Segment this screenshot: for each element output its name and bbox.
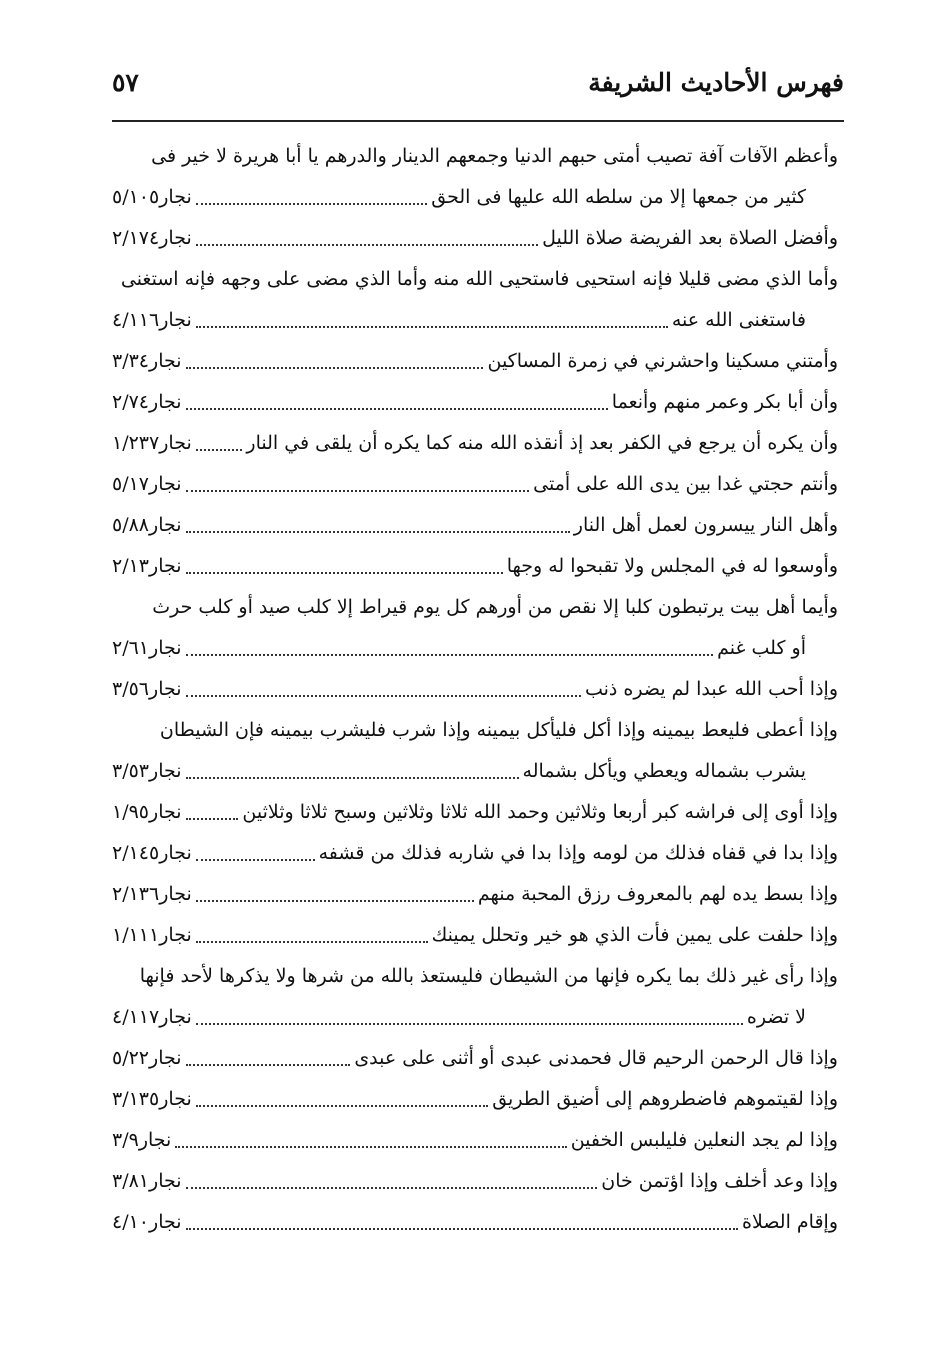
entry-text-line: وأما الذي مضى قليلا فإنه استحيى فاستحيى الله منه وأما الذي مضى على وجهه فإنه استغنى (120, 268, 838, 290)
dot-leader (196, 243, 538, 246)
entry-reference: نجار٤/١١٦ (112, 309, 192, 331)
dot-leader (186, 1186, 598, 1189)
entry-text: وأن أبا بكر وعمر منهم وأنعما (611, 391, 838, 413)
index-entry (112, 1202, 838, 1243)
entry-text: يشرب بشماله ويعطي ويأكل بشماله (522, 760, 806, 782)
entry-text: وإذا بدا في قفاه فذلك من لومه وإذا بدا في شاربه فذلك من قشفه (318, 842, 838, 864)
entry-final-line (112, 505, 838, 546)
entry-final-line (112, 341, 838, 382)
dot-leader (196, 1104, 488, 1107)
entry-text: وإذا أوى إلى فراشه كبر أربعا وثلاثين وحمد الله ثلاثا وثلاثين وسبح ثلاثا وثلاثين (242, 801, 838, 823)
entry-reference: نجار٣/٩ (112, 1129, 172, 1151)
entry-text: كثير من جمعها إلا من سلطه الله عليها فى الحق (431, 186, 806, 208)
entry-reference: نجار١/٩٥ (112, 801, 182, 823)
entry-reference: نجار٣/٨١ (112, 1170, 182, 1192)
entry-reference: نجار٢/٧٤ (112, 391, 182, 413)
index-entry (112, 546, 838, 587)
entry-final-line (112, 874, 838, 915)
entry-text: وأهل النار ييسرون لعمل أهل النار (573, 514, 838, 536)
index-entry (112, 587, 838, 669)
dot-leader (186, 530, 570, 533)
dot-leader (196, 899, 474, 902)
dot-leader (186, 694, 581, 697)
index-entry (112, 341, 838, 382)
index-entry (112, 1161, 838, 1202)
header-rule (112, 120, 844, 122)
entry-text: وإذا أحب الله عبدا لم يضره ذنب (584, 678, 838, 700)
dot-leader (186, 776, 519, 779)
entry-text: وإذا وعد أخلف وإذا اؤتمن خان (601, 1170, 838, 1192)
entry-text: أو كلب غنم (717, 637, 806, 659)
entry-text-line: وإذا أعطى فليعط بيمينه وإذا أكل فليأكل بيمينه وإذا شرب فليشرب بيمينه فإن الشيطان (159, 719, 838, 741)
entry-final-line (112, 177, 838, 218)
entry-text-line: وإذا رأى غير ذلك بما يكره فإنها من الشيطان فليستعذ بالله من شرها ولا يذكرها لأحد فإنها (139, 965, 838, 987)
running-title: فهرس الأحاديث الشريفة (588, 68, 844, 97)
entry-text-line: وأعظم الآفات آفة تصيب أمتى حبهم الدنيا وجمعهم الدينار والدرهم يا أبا هريرة لا خير فى (151, 145, 838, 167)
dot-leader (196, 202, 428, 205)
dot-leader (196, 940, 428, 943)
entry-text-line: وأيما أهل بيت يرتبطون كلبا إلا نقص من أورهم كل يوم قيراط إلا كلب صيد أو كلب حرث (152, 596, 838, 618)
entry-text: وأوسعوا له في المجلس ولا تقبحوا له وجها (506, 555, 838, 577)
entry-final-line (112, 464, 838, 505)
index-entry (112, 136, 838, 218)
dot-leader (186, 1227, 738, 1230)
entry-final-line (112, 382, 838, 423)
entry-reference: نجار٥/١٠٥ (112, 186, 192, 208)
entry-final-line (112, 915, 838, 956)
index-entry (112, 464, 838, 505)
entry-text: وإذا قال الرحمن الرحيم قال فحمدنى عبدى أو أثنى على عبدى (354, 1047, 838, 1069)
dot-leader (186, 653, 714, 656)
dot-leader (186, 407, 608, 410)
dot-leader (186, 489, 530, 492)
index-entry (112, 259, 838, 341)
entry-reference: نجار٣/٥٣ (112, 760, 182, 782)
page-header (112, 62, 844, 114)
entry-text: لا تضره (746, 1006, 806, 1028)
dot-leader (196, 325, 668, 328)
entry-reference: نجار٢/١٤٥ (112, 842, 192, 864)
entry-text: وأفضل الصلاة بعد الفريضة صلاة الليل (542, 227, 838, 249)
entry-reference: نجار٢/٦١ (112, 637, 182, 659)
entry-final-line (112, 1161, 838, 1202)
entry-final-line (112, 833, 838, 874)
entry-text: وإذا بسط يده لهم بالمعروف رزق المحبة منهم (477, 883, 838, 905)
index-entry (112, 218, 838, 259)
entry-final-line (112, 1120, 838, 1161)
entry-reference: نجار٣/٥٦ (112, 678, 182, 700)
entry-final-line (112, 669, 838, 710)
index-entry (112, 1120, 838, 1161)
entry-text: وأمتني مسكينا واحشرني في زمرة المساكين (487, 350, 838, 372)
entry-final-line (112, 997, 838, 1038)
entry-final-line (112, 1038, 838, 1079)
hadith-index-list (112, 136, 838, 1243)
entry-reference: نجار٣/١٣٥ (112, 1088, 192, 1110)
index-entry (112, 382, 838, 423)
index-entry (112, 423, 838, 464)
dot-leader (186, 366, 484, 369)
entry-reference: نجار٤/١٠ (112, 1211, 182, 1233)
index-entry (112, 956, 838, 1038)
entry-text: وإذا لقيتموهم فاضطروهم إلى أضيق الطريق (492, 1088, 838, 1110)
entry-text: وإذا حلفت على يمين فأت الذي هو خير وتحلل يمينك (431, 924, 838, 946)
entry-reference: نجار٢/١٣٦ (112, 883, 192, 905)
entry-final-line (112, 628, 838, 669)
entry-reference: نجار٥/١٧ (112, 473, 182, 495)
entry-reference: نجار٥/٨٨ (112, 514, 182, 536)
dot-leader (196, 858, 315, 861)
entry-final-line (112, 1202, 838, 1243)
dot-leader (186, 817, 239, 820)
index-entry (112, 792, 838, 833)
dot-leader (186, 1063, 351, 1066)
entry-final-line (112, 751, 838, 792)
index-entry (112, 874, 838, 915)
entry-final-line (112, 300, 838, 341)
entry-reference: نجار٣/٣٤ (112, 350, 182, 372)
entry-text: وإذا لم يجد النعلين فليلبس الخفين (570, 1129, 838, 1151)
index-entry (112, 505, 838, 546)
dot-leader (175, 1145, 566, 1148)
entry-text: وأنتم حجتي غدا بين يدى الله على أمتى (533, 473, 838, 495)
index-entry (112, 833, 838, 874)
dot-leader (196, 1022, 743, 1025)
index-entry (112, 669, 838, 710)
entry-reference: نجار٢/١٧٤ (112, 227, 192, 249)
entry-reference: نجار٥/٢٢ (112, 1047, 182, 1069)
index-entry (112, 1079, 838, 1120)
entry-text: فاستغنى الله عنه (671, 309, 806, 331)
entry-text: وإقام الصلاة (742, 1211, 838, 1233)
entry-final-line (112, 1079, 838, 1120)
index-entry (112, 710, 838, 792)
entry-reference: نجار٢/١٣ (112, 555, 182, 577)
entry-final-line (112, 218, 838, 259)
entry-final-line (112, 546, 838, 587)
entry-final-line (112, 792, 838, 833)
entry-reference: نجار١/١١١ (112, 924, 192, 946)
entry-reference: نجار١/٢٣٧ (112, 432, 192, 454)
index-entry (112, 915, 838, 956)
entry-final-line (112, 423, 838, 464)
index-entry (112, 1038, 838, 1079)
dot-leader (186, 571, 503, 574)
entry-reference: نجار٤/١١٧ (112, 1006, 192, 1028)
dot-leader (196, 448, 243, 451)
entry-text: وأن يكره أن يرجع في الكفر بعد إذ أنقذه الله منه كما يكره أن يلقى في النار (246, 432, 838, 454)
page-number: ٥٧ (112, 68, 139, 97)
